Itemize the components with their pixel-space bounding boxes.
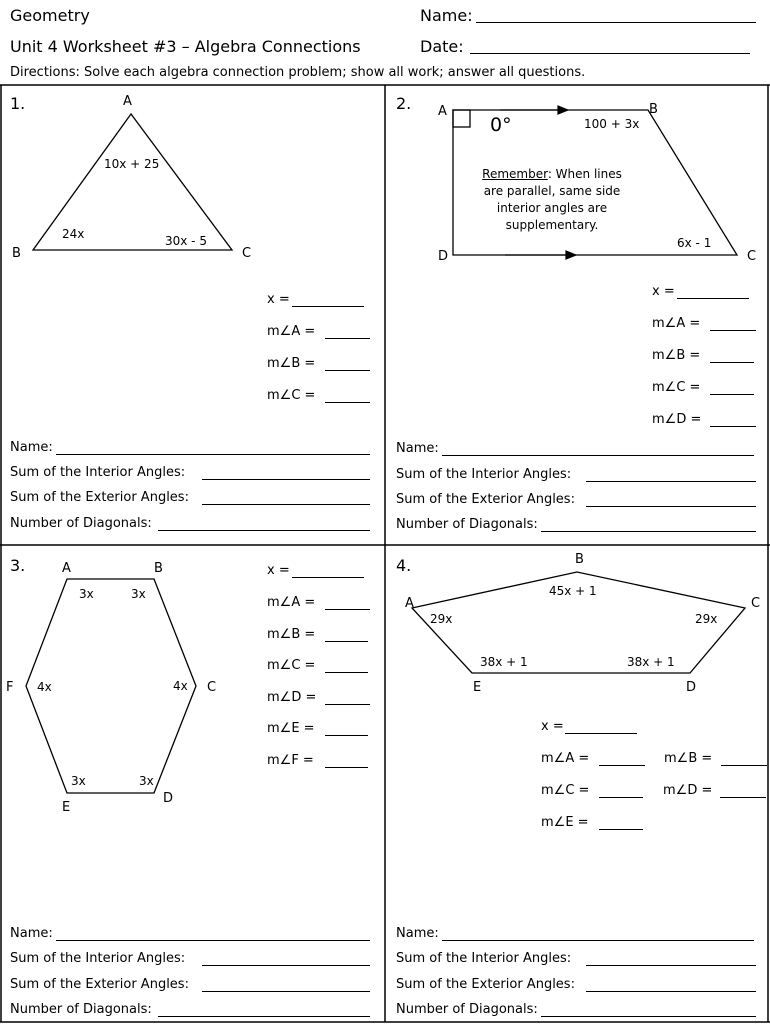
p4-angle-c-answer[interactable] xyxy=(599,797,643,798)
unit-title: Unit 4 Worksheet #3 – Algebra Connections xyxy=(10,37,361,56)
trapezoid-vertex-a: A xyxy=(438,104,447,119)
date-label: Date: xyxy=(420,37,464,56)
angle-c-expression: 6x - 1 xyxy=(677,236,712,250)
note-line-3: interior angles are xyxy=(496,201,608,215)
angle-e-expression: 38x + 1 xyxy=(480,655,528,669)
p4-angle-a-label: m∠A = xyxy=(541,751,590,766)
problem-1-number: 1. xyxy=(10,94,26,113)
parallel-arrowhead-top xyxy=(558,106,568,114)
pentagon-vertex-e: E xyxy=(473,680,482,695)
p2-angle-b-label: m∠B = xyxy=(652,348,701,363)
p2-name-answer[interactable] xyxy=(442,455,754,456)
p1-x-label: x = xyxy=(267,292,290,307)
p1-name-label: Name: xyxy=(10,440,53,455)
p4-name-answer[interactable] xyxy=(442,940,754,941)
p4-interior-label: Sum of the Interior Angles: xyxy=(396,951,572,966)
p3-angle-a-label: m∠A = xyxy=(267,595,316,610)
right-angle-marker xyxy=(453,110,470,127)
p2-x-answer[interactable] xyxy=(677,298,749,299)
p2-interior-label: Sum of the Interior Angles: xyxy=(396,467,572,482)
hexagon-vertex-a: A xyxy=(62,561,71,576)
p1-diagonals-answer[interactable] xyxy=(158,530,370,531)
angle-d-expression: 38x + 1 xyxy=(627,655,675,669)
p1-angle-b-label: m∠B = xyxy=(267,356,316,371)
p3-angle-a-answer[interactable] xyxy=(325,609,370,610)
p4-angle-a-answer[interactable] xyxy=(599,765,645,766)
p4-angle-b-label: m∠B = xyxy=(664,751,713,766)
p3-angle-b-label: m∠B = xyxy=(267,627,316,642)
note-line-4: supplementary. xyxy=(505,218,599,232)
angle-a-expression: 10x + 25 xyxy=(104,157,160,171)
p3-diagonals-answer[interactable] xyxy=(158,1016,370,1017)
parallel-arrowhead-bottom xyxy=(566,251,576,259)
p1-x-answer[interactable] xyxy=(292,306,364,307)
p3-name-answer[interactable] xyxy=(56,940,370,941)
p3-angle-b-answer[interactable] xyxy=(325,641,368,642)
name-label: Name: xyxy=(420,6,473,25)
pentagon-vertex-d: D xyxy=(686,680,697,695)
problem-2-number: 2. xyxy=(396,94,412,113)
p3-angle-f-label: m∠F = xyxy=(267,753,314,768)
angle-a-measure: 0° xyxy=(490,114,512,136)
p4-angle-d-answer[interactable] xyxy=(720,797,766,798)
p4-angle-e-answer[interactable] xyxy=(599,829,643,830)
p2-angle-a-label: m∠A = xyxy=(652,316,701,331)
angle-c-expression: 29x xyxy=(695,612,718,626)
angle-f-expression: 4x xyxy=(37,680,52,694)
note-line-1: : When lines xyxy=(547,167,622,181)
p1-angle-a-answer[interactable] xyxy=(325,338,370,339)
hexagon-vertex-f: F xyxy=(6,680,14,695)
p2-x-label: x = xyxy=(652,284,675,299)
p3-diagonals-label: Number of Diagonals: xyxy=(10,1002,152,1017)
p2-angle-b-answer[interactable] xyxy=(710,362,754,363)
pentagon-vertex-c: C xyxy=(751,596,761,611)
angle-c-expression: 30x - 5 xyxy=(165,234,207,248)
p3-interior-answer[interactable] xyxy=(202,965,370,966)
p2-angle-a-answer[interactable] xyxy=(710,330,756,331)
directions: Directions: Solve each algebra connection problem; show all work; answer all questions. xyxy=(10,65,586,80)
p3-angle-d-answer[interactable] xyxy=(325,704,370,705)
angle-d-expression: 3x xyxy=(139,774,154,788)
p2-exterior-answer[interactable] xyxy=(586,506,756,507)
p3-x-label: x = xyxy=(267,563,290,578)
angle-c-expression: 4x xyxy=(173,679,188,693)
p4-x-label: x = xyxy=(541,719,564,734)
angle-a-expression: 3x xyxy=(79,587,94,601)
parallel-lines-note xyxy=(460,166,644,234)
p1-name-answer[interactable] xyxy=(56,454,370,455)
trapezoid-vertex-d: D xyxy=(438,249,449,264)
p4-angle-e-label: m∠E = xyxy=(541,815,589,830)
p4-x-answer[interactable] xyxy=(565,733,637,734)
p3-exterior-label: Sum of the Exterior Angles: xyxy=(10,977,189,992)
p4-name-label: Name: xyxy=(396,926,439,941)
p2-angle-c-label: m∠C = xyxy=(652,380,701,395)
pentagon-vertex-a: A xyxy=(405,596,414,611)
p4-angle-b-answer[interactable] xyxy=(721,765,767,766)
hexagon-vertex-b: B xyxy=(154,561,163,576)
angle-b-expression: 45x + 1 xyxy=(549,584,597,598)
p3-exterior-answer[interactable] xyxy=(202,991,370,992)
p1-interior-answer[interactable] xyxy=(202,479,370,480)
p1-angle-a-label: m∠A = xyxy=(267,324,316,339)
p2-angle-d-answer[interactable] xyxy=(710,426,756,427)
course-title: Geometry xyxy=(10,6,90,25)
p2-interior-answer[interactable] xyxy=(586,481,756,482)
angle-b-expression: 24x xyxy=(62,227,85,241)
problem-4-number: 4. xyxy=(396,556,412,575)
p4-angle-d-label: m∠D = xyxy=(663,783,713,798)
trapezoid-vertex-b: B xyxy=(649,102,658,117)
p2-exterior-label: Sum of the Exterior Angles: xyxy=(396,492,575,507)
p3-angle-f-answer[interactable] xyxy=(325,767,368,768)
triangle-vertex-b: B xyxy=(12,246,21,261)
p3-interior-label: Sum of the Interior Angles: xyxy=(10,951,186,966)
p3-angle-e-label: m∠E = xyxy=(267,721,315,736)
note-heading: Remember xyxy=(482,167,548,181)
p4-exterior-answer[interactable] xyxy=(586,991,756,992)
hexagon-vertex-c: C xyxy=(207,680,217,695)
p2-diagonals-label: Number of Diagonals: xyxy=(396,517,538,532)
p3-angle-e-answer[interactable] xyxy=(325,735,368,736)
p3-name-label: Name: xyxy=(10,926,53,941)
p3-x-answer[interactable] xyxy=(292,577,364,578)
angle-e-expression: 3x xyxy=(71,774,86,788)
p4-interior-answer[interactable] xyxy=(586,965,756,966)
p4-angle-c-label: m∠C = xyxy=(541,783,590,798)
pentagon-vertex-b: B xyxy=(575,552,584,567)
trapezoid-vertex-c: C xyxy=(747,249,757,264)
angle-b-expression: 3x xyxy=(131,587,146,601)
p1-exterior-label: Sum of the Exterior Angles: xyxy=(10,490,189,505)
triangle-vertex-c: C xyxy=(242,246,252,261)
p1-angle-c-answer[interactable] xyxy=(325,402,370,403)
hexagon-vertex-e: E xyxy=(62,800,71,815)
angle-a-expression: 29x xyxy=(430,612,453,626)
p2-diagonals-answer[interactable] xyxy=(541,531,756,532)
p2-name-label: Name: xyxy=(396,441,439,456)
note-line-2: are parallel, same side xyxy=(483,184,621,198)
p1-exterior-answer[interactable] xyxy=(202,504,370,505)
p3-angle-d-label: m∠D = xyxy=(267,690,317,705)
hexagon-vertex-d: D xyxy=(163,791,174,806)
angle-b-expression: 100 + 3x xyxy=(584,117,640,131)
p4-diagonals-answer[interactable] xyxy=(541,1016,756,1017)
p2-angle-d-label: m∠D = xyxy=(652,412,702,427)
p3-angle-c-label: m∠C = xyxy=(267,658,316,673)
triangle-vertex-a: A xyxy=(123,94,132,109)
p1-angle-b-answer[interactable] xyxy=(325,370,370,371)
p1-angle-c-label: m∠C = xyxy=(267,388,316,403)
p3-angle-c-answer[interactable] xyxy=(325,672,368,673)
p4-exterior-label: Sum of the Exterior Angles: xyxy=(396,977,575,992)
p1-diagonals-label: Number of Diagonals: xyxy=(10,516,152,531)
p2-angle-c-answer[interactable] xyxy=(710,394,754,395)
p1-interior-label: Sum of the Interior Angles: xyxy=(10,465,186,480)
problem-3-number: 3. xyxy=(10,556,26,575)
p4-diagonals-label: Number of Diagonals: xyxy=(396,1002,538,1017)
